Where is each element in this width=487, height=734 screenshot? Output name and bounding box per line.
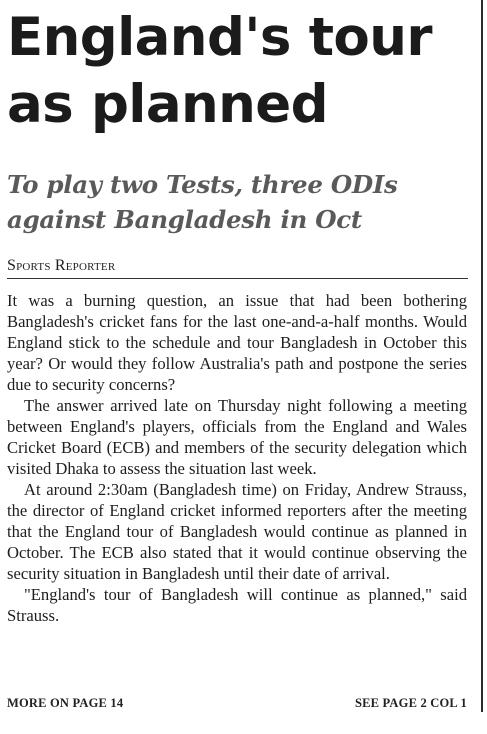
subheadline-line-2: against Bangladesh in Oct (7, 205, 362, 234)
paragraph-2: The answer arrived late on Thursday night following a meeting between England's players, officials from the England and Wales Cricket Board (ECB) and members of the security delegation which visited Dhaka to assess the situation last week. (7, 396, 467, 478)
article-body (7, 290, 467, 626)
column-rule (481, 0, 483, 712)
subheadline-line-1: To play two Tests, three ODIs (7, 170, 398, 199)
headline (7, 4, 477, 138)
paragraph-1: It was a burning question, an issue that had been bothering Bangladesh's cricket fans for the last one-and-a-half months. Would England stick to the schedule and tour Bangladesh in October this year? Or would they follow Australia's path and postpone the series due to security concerns? (7, 291, 467, 394)
see-page-link[interactable]: SEE PAGE 2 COL 1 (354, 696, 467, 710)
continuation-footer (7, 694, 467, 712)
byline-divider (7, 278, 468, 279)
paragraph-4: "England's tour of Bangladesh will continue as planned," said Strauss. (7, 585, 467, 625)
byline: Sports Reporter (7, 257, 116, 274)
paragraph-3: At around 2:30am (Bangladesh time) on Friday, Andrew Strauss, the director of England cricket informed reporters after the meeting that the England tour of Bangladesh would continue as planned in October. The ECB also stated that it would continue observing the security situation in Bangladesh until their date of arrival. (7, 480, 467, 583)
headline-line-1: England's tour (7, 7, 432, 68)
subheadline (7, 167, 477, 237)
more-on-page-link[interactable]: MORE ON PAGE 14 (7, 696, 124, 710)
headline-line-2: as planned (7, 74, 328, 135)
